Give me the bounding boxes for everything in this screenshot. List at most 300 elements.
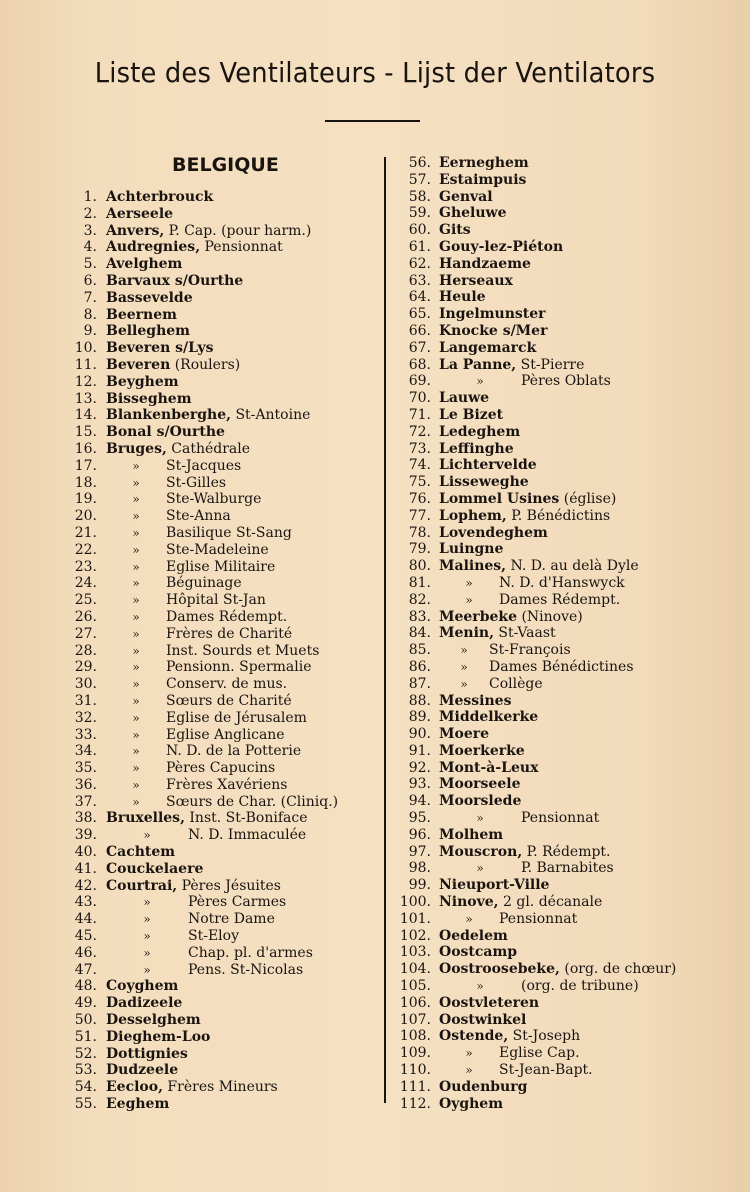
item-number: 74.	[408, 457, 431, 474]
list-item	[393, 743, 713, 760]
ditto-mark: »	[132, 593, 140, 608]
list-item	[70, 542, 380, 559]
place-name: Beernem	[106, 306, 177, 323]
list-item	[70, 525, 380, 542]
item-number: 78.	[408, 524, 431, 541]
list-item	[393, 155, 713, 172]
item-number: 44.	[74, 911, 97, 928]
right-column-list	[393, 155, 713, 1112]
place-name: Ninove,	[439, 894, 499, 911]
item-number: 18.	[74, 474, 97, 491]
place-name: Cachtem	[106, 844, 176, 861]
list-item	[70, 760, 380, 777]
item-number: 110.	[399, 1062, 431, 1079]
location-detail: St-Vaast	[493, 625, 556, 642]
location-detail: 2 gl. décanale	[498, 894, 603, 911]
place-name: Menin,	[439, 625, 494, 642]
item-number: 92.	[408, 759, 431, 776]
location-detail: Ste-Anna	[166, 508, 231, 525]
item-number: 93.	[408, 776, 431, 793]
item-number: 58.	[408, 188, 431, 205]
list-item	[393, 541, 713, 558]
location-detail: Pères Jésuites	[177, 877, 281, 894]
place-name: Oostcamp	[439, 944, 518, 961]
item-number: 104.	[399, 961, 431, 978]
location-detail: Pères Carmes	[188, 894, 287, 911]
item-number: 9.	[83, 323, 97, 340]
item-number: 30.	[74, 676, 97, 693]
list-item	[70, 794, 380, 811]
item-number: 87.	[408, 675, 431, 692]
title-underline	[325, 120, 420, 122]
item-number: 28.	[74, 642, 97, 659]
item-number: 65.	[408, 306, 431, 323]
place-name: Blankenberghe,	[106, 407, 232, 424]
list-item	[70, 273, 380, 290]
item-number: 107.	[399, 1011, 431, 1028]
ditto-mark: »	[132, 542, 140, 557]
left-column-list	[70, 189, 380, 1113]
list-item	[393, 508, 713, 525]
location-detail: St-Joseph	[508, 1028, 581, 1045]
place-name: Ingelmunster	[439, 306, 546, 323]
list-item	[393, 256, 713, 273]
list-item	[393, 844, 713, 861]
place-name: Knocke s/Mer	[439, 322, 548, 339]
location-detail: Pères Capucins	[166, 760, 276, 777]
item-number: 100.	[399, 894, 431, 911]
ditto-mark: »	[132, 492, 140, 507]
item-number: 90.	[408, 726, 431, 743]
location-detail: Ste-Walburge	[166, 491, 262, 508]
list-item	[393, 961, 713, 978]
item-number: 51.	[74, 1028, 97, 1045]
item-number: 109.	[399, 1045, 431, 1062]
item-number: 13.	[74, 390, 97, 407]
place-name: Ledeghem	[439, 423, 521, 440]
location-detail: (église)	[559, 490, 617, 507]
item-number: 91.	[408, 742, 431, 759]
place-name: Ostende,	[439, 1028, 509, 1045]
item-number: 36.	[74, 776, 97, 793]
list-item	[70, 777, 380, 794]
item-number: 21.	[74, 524, 97, 541]
place-name: Handzaeme	[439, 255, 531, 272]
list-item	[70, 743, 380, 760]
item-number: 48.	[74, 978, 97, 995]
list-item	[70, 374, 380, 391]
list-item	[393, 827, 713, 844]
place-name: Mouscron,	[439, 843, 523, 860]
list-item	[393, 357, 713, 374]
item-number: 46.	[74, 944, 97, 961]
item-number: 53.	[74, 1062, 97, 1079]
item-number: 15.	[74, 424, 97, 441]
ditto-mark: »	[465, 1046, 473, 1061]
list-item	[70, 239, 380, 256]
list-item	[393, 693, 713, 710]
location-detail: Collège	[489, 675, 543, 692]
item-number: 17.	[74, 457, 97, 474]
ditto-mark: »	[476, 374, 484, 389]
item-number: 2.	[83, 205, 97, 222]
list-item	[70, 508, 380, 525]
place-name: Achterbrouck	[106, 189, 214, 205]
list-item	[393, 709, 713, 726]
location-detail: Dames Bénédictines	[489, 658, 634, 675]
place-name: Herseaux	[439, 272, 513, 289]
item-number: 102.	[399, 927, 431, 944]
list-item	[393, 676, 713, 693]
list-item	[70, 844, 380, 861]
item-number: 49.	[74, 995, 97, 1012]
list-item	[393, 239, 713, 256]
item-number: 41.	[74, 860, 97, 877]
item-number: 26.	[74, 608, 97, 625]
item-number: 23.	[74, 558, 97, 575]
list-item	[393, 860, 713, 877]
place-name: Lovendeghem	[439, 524, 548, 541]
location-detail: St-François	[489, 642, 571, 659]
location-detail: Pensionnat	[499, 910, 578, 927]
list-item	[70, 307, 380, 324]
location-detail: Eglise Cap.	[499, 1045, 580, 1062]
list-item	[70, 1012, 380, 1029]
list-item	[393, 726, 713, 743]
list-item	[70, 391, 380, 408]
item-number: 103.	[399, 944, 431, 961]
list-item	[393, 390, 713, 407]
place-name: Beveren s/Lys	[106, 340, 214, 357]
ditto-mark: »	[143, 945, 151, 960]
location-detail: Notre Dame	[188, 911, 275, 928]
list-item	[393, 373, 713, 390]
item-number: 73.	[408, 440, 431, 457]
list-item	[393, 877, 713, 894]
location-detail: (org. de chœur)	[559, 961, 677, 978]
list-item	[70, 357, 380, 374]
list-item	[393, 1096, 713, 1113]
item-number: 34.	[74, 743, 97, 760]
location-detail: Pensionn. Spermalie	[166, 659, 312, 676]
item-number: 61.	[408, 238, 431, 255]
item-number: 89.	[408, 709, 431, 726]
place-name: Gouy-lez-Piéton	[439, 238, 564, 255]
list-item	[70, 710, 380, 727]
place-name: Desselghem	[106, 1012, 201, 1029]
item-number: 94.	[408, 793, 431, 810]
location-detail: Inst. St-Boniface	[184, 810, 308, 827]
location-detail: Pens. St-Nicolas	[188, 961, 304, 978]
item-number: 111.	[399, 1078, 431, 1095]
list-item	[70, 626, 380, 643]
list-item	[393, 172, 713, 189]
place-name: Bruxelles,	[106, 810, 185, 827]
place-name: Barvaux s/Ourthe	[106, 272, 244, 289]
item-number: 80.	[408, 558, 431, 575]
ditto-mark: »	[143, 929, 151, 944]
place-name: Coyghem	[106, 978, 179, 995]
list-item	[70, 727, 380, 744]
list-item	[70, 256, 380, 273]
location-detail: Pensionnat	[521, 810, 600, 827]
item-number: 85.	[408, 642, 431, 659]
list-item	[70, 1046, 380, 1063]
place-name: La Panne,	[439, 356, 517, 373]
item-number: 97.	[408, 843, 431, 860]
ditto-mark: »	[132, 777, 140, 792]
place-name: Bruges,	[106, 440, 167, 457]
place-name: Dadizeele	[106, 995, 183, 1012]
list-item	[70, 1062, 380, 1079]
item-number: 84.	[408, 625, 431, 642]
list-item	[393, 205, 713, 222]
ditto-mark: »	[460, 659, 468, 674]
list-item	[70, 575, 380, 592]
place-name: Bassevelde	[106, 289, 193, 306]
place-name: Lauwe	[439, 390, 490, 407]
ditto-mark: »	[132, 559, 140, 574]
item-number: 3.	[83, 222, 97, 239]
list-item	[393, 1079, 713, 1096]
list-item	[393, 810, 713, 827]
list-item	[393, 323, 713, 340]
item-number: 57.	[408, 171, 431, 188]
list-item	[393, 1045, 713, 1062]
item-number: 35.	[74, 760, 97, 777]
list-item	[393, 760, 713, 777]
location-detail: Cathédrale	[166, 440, 251, 457]
item-number: 108.	[399, 1028, 431, 1045]
ditto-mark: »	[143, 912, 151, 927]
location-detail: Pensionnat	[200, 239, 283, 256]
list-item	[70, 592, 380, 609]
item-number: 4.	[83, 239, 97, 256]
item-number: 1.	[83, 189, 97, 205]
item-number: 72.	[408, 423, 431, 440]
place-name: Oyghem	[439, 1095, 504, 1112]
place-name: Malines,	[439, 558, 507, 575]
location-detail: Sœurs de Charité	[166, 692, 292, 709]
list-item	[393, 894, 713, 911]
place-name: Belleghem	[106, 323, 190, 340]
item-number: 50.	[74, 1012, 97, 1029]
list-item	[70, 928, 380, 945]
item-number: 7.	[83, 289, 97, 306]
place-name: Middelkerke	[439, 709, 539, 726]
ditto-mark: »	[476, 861, 484, 876]
list-item	[393, 340, 713, 357]
item-number: 14.	[74, 407, 97, 424]
list-item	[70, 911, 380, 928]
location-detail: Eglise Militaire	[166, 558, 276, 575]
item-number: 112.	[399, 1095, 431, 1112]
item-number: 105.	[399, 978, 431, 995]
place-name: Moorslede	[439, 793, 522, 810]
place-name: Molhem	[439, 826, 504, 843]
section-heading: BELGIQUE	[172, 154, 279, 176]
item-number: 68.	[408, 356, 431, 373]
ditto-mark: »	[143, 895, 151, 910]
location-detail: P. Barnabites	[521, 860, 614, 877]
list-item	[393, 944, 713, 961]
item-number: 32.	[74, 709, 97, 726]
location-detail: St-Gilles	[166, 474, 227, 491]
location-detail: Basilique St-Sang	[166, 524, 292, 541]
list-item	[70, 340, 380, 357]
item-number: 76.	[408, 490, 431, 507]
place-name: Mont-à-Leux	[439, 759, 539, 776]
list-item	[393, 575, 713, 592]
list-item	[393, 289, 713, 306]
place-name: Courtrai,	[106, 877, 178, 894]
item-number: 39.	[74, 827, 97, 844]
list-item	[70, 995, 380, 1012]
place-name: Le Bizet	[439, 406, 504, 423]
item-number: 45.	[74, 928, 97, 945]
ditto-mark: »	[132, 509, 140, 524]
list-item	[393, 1012, 713, 1029]
list-item	[70, 978, 380, 995]
item-number: 60.	[408, 222, 431, 239]
location-detail: N. D. au delà Dyle	[506, 558, 639, 575]
location-detail: Pères Oblats	[521, 373, 611, 390]
item-number: 10.	[74, 340, 97, 357]
item-number: 54.	[74, 1079, 97, 1096]
list-item	[393, 609, 713, 626]
list-item	[70, 491, 380, 508]
item-number: 29.	[74, 659, 97, 676]
list-item	[70, 424, 380, 441]
location-detail: Béguinage	[166, 575, 242, 592]
list-item	[393, 407, 713, 424]
item-number: 99.	[408, 877, 431, 894]
item-number: 56.	[408, 155, 431, 171]
ditto-mark: »	[132, 761, 140, 776]
location-detail: Ste-Madeleine	[166, 541, 269, 558]
place-name: Gits	[439, 222, 471, 239]
ditto-mark: »	[132, 525, 140, 540]
location-detail: Dames Rédempt.	[499, 591, 621, 608]
ditto-mark: »	[132, 576, 140, 591]
column-divider	[384, 157, 386, 1103]
list-item	[70, 441, 380, 458]
place-name: Oostwinkel	[439, 1011, 527, 1028]
item-number: 31.	[74, 692, 97, 709]
place-name: Beyghem	[106, 373, 179, 390]
place-name: Bonal s/Ourthe	[106, 424, 225, 441]
item-number: 96.	[408, 826, 431, 843]
list-item	[393, 273, 713, 290]
place-name: Meerbeke	[439, 608, 517, 625]
place-name: Audregnies,	[106, 239, 201, 256]
list-item	[70, 643, 380, 660]
ditto-mark: »	[143, 962, 151, 977]
location-detail: N. D. de la Potterie	[166, 743, 302, 760]
location-detail: (Roulers)	[170, 356, 241, 373]
list-item	[70, 676, 380, 693]
place-name: Eecloo,	[106, 1079, 163, 1096]
ditto-mark: »	[465, 1063, 473, 1078]
item-number: 43.	[74, 894, 97, 911]
item-number: 24.	[74, 575, 97, 592]
item-number: 25.	[74, 592, 97, 609]
location-detail: Conserv. de mus.	[166, 676, 288, 693]
list-item	[393, 659, 713, 676]
place-name: Lichtervelde	[439, 457, 537, 474]
list-item	[393, 1028, 713, 1045]
item-number: 47.	[74, 961, 97, 978]
location-detail: Frères Xavériens	[166, 776, 288, 793]
ditto-mark: »	[132, 677, 140, 692]
list-item	[393, 625, 713, 642]
item-number: 101.	[399, 910, 431, 927]
ditto-mark: »	[132, 660, 140, 675]
place-name: Moorseele	[439, 776, 521, 793]
item-number: 19.	[74, 491, 97, 508]
list-item	[393, 978, 713, 995]
place-name: Couckelaere	[106, 860, 204, 877]
ditto-mark: »	[132, 609, 140, 624]
item-number: 88.	[408, 692, 431, 709]
list-item	[393, 592, 713, 609]
ditto-mark: »	[132, 710, 140, 725]
ditto-mark: »	[460, 643, 468, 658]
place-name: Messines	[439, 692, 512, 709]
list-item	[70, 810, 380, 827]
list-item	[70, 458, 380, 475]
list-item	[70, 894, 380, 911]
item-number: 38.	[74, 810, 97, 827]
place-name: Langemarck	[439, 339, 537, 356]
item-number: 52.	[74, 1045, 97, 1062]
item-number: 77.	[408, 507, 431, 524]
list-item	[70, 878, 380, 895]
list-item	[70, 290, 380, 307]
list-item	[70, 407, 380, 424]
location-detail: Inst. Sourds et Muets	[166, 642, 320, 659]
place-name: Genval	[439, 188, 493, 205]
location-detail: St-Antoine	[231, 407, 311, 424]
item-number: 64.	[408, 289, 431, 306]
list-item	[70, 609, 380, 626]
list-item	[70, 559, 380, 576]
list-item	[70, 223, 380, 240]
place-name: Dudzeele	[106, 1062, 179, 1079]
place-name: Lommel Usines	[439, 490, 560, 507]
item-number: 69.	[408, 373, 431, 390]
place-name: Dottignies	[106, 1045, 188, 1062]
location-detail: P. Bénédictins	[506, 507, 611, 524]
item-number: 20.	[74, 508, 97, 525]
list-item	[70, 693, 380, 710]
page-title: Liste des Ventilateurs - Lijst der Ventilators	[94, 56, 656, 89]
item-number: 79.	[408, 541, 431, 558]
place-name: Aerseele	[106, 205, 174, 222]
ditto-mark: »	[132, 626, 140, 641]
place-name: Lisseweghe	[439, 474, 529, 491]
location-detail: Sœurs de Char. (Cliniq.)	[166, 793, 339, 810]
place-name: Bisseghem	[106, 390, 192, 407]
item-number: 98.	[408, 860, 431, 877]
list-item	[70, 861, 380, 878]
ditto-mark: »	[476, 811, 484, 826]
list-item	[393, 306, 713, 323]
item-number: 27.	[74, 625, 97, 642]
item-number: 75.	[408, 474, 431, 491]
place-name: Gheluwe	[439, 205, 507, 222]
location-detail: Eglise Anglicane	[166, 726, 285, 743]
